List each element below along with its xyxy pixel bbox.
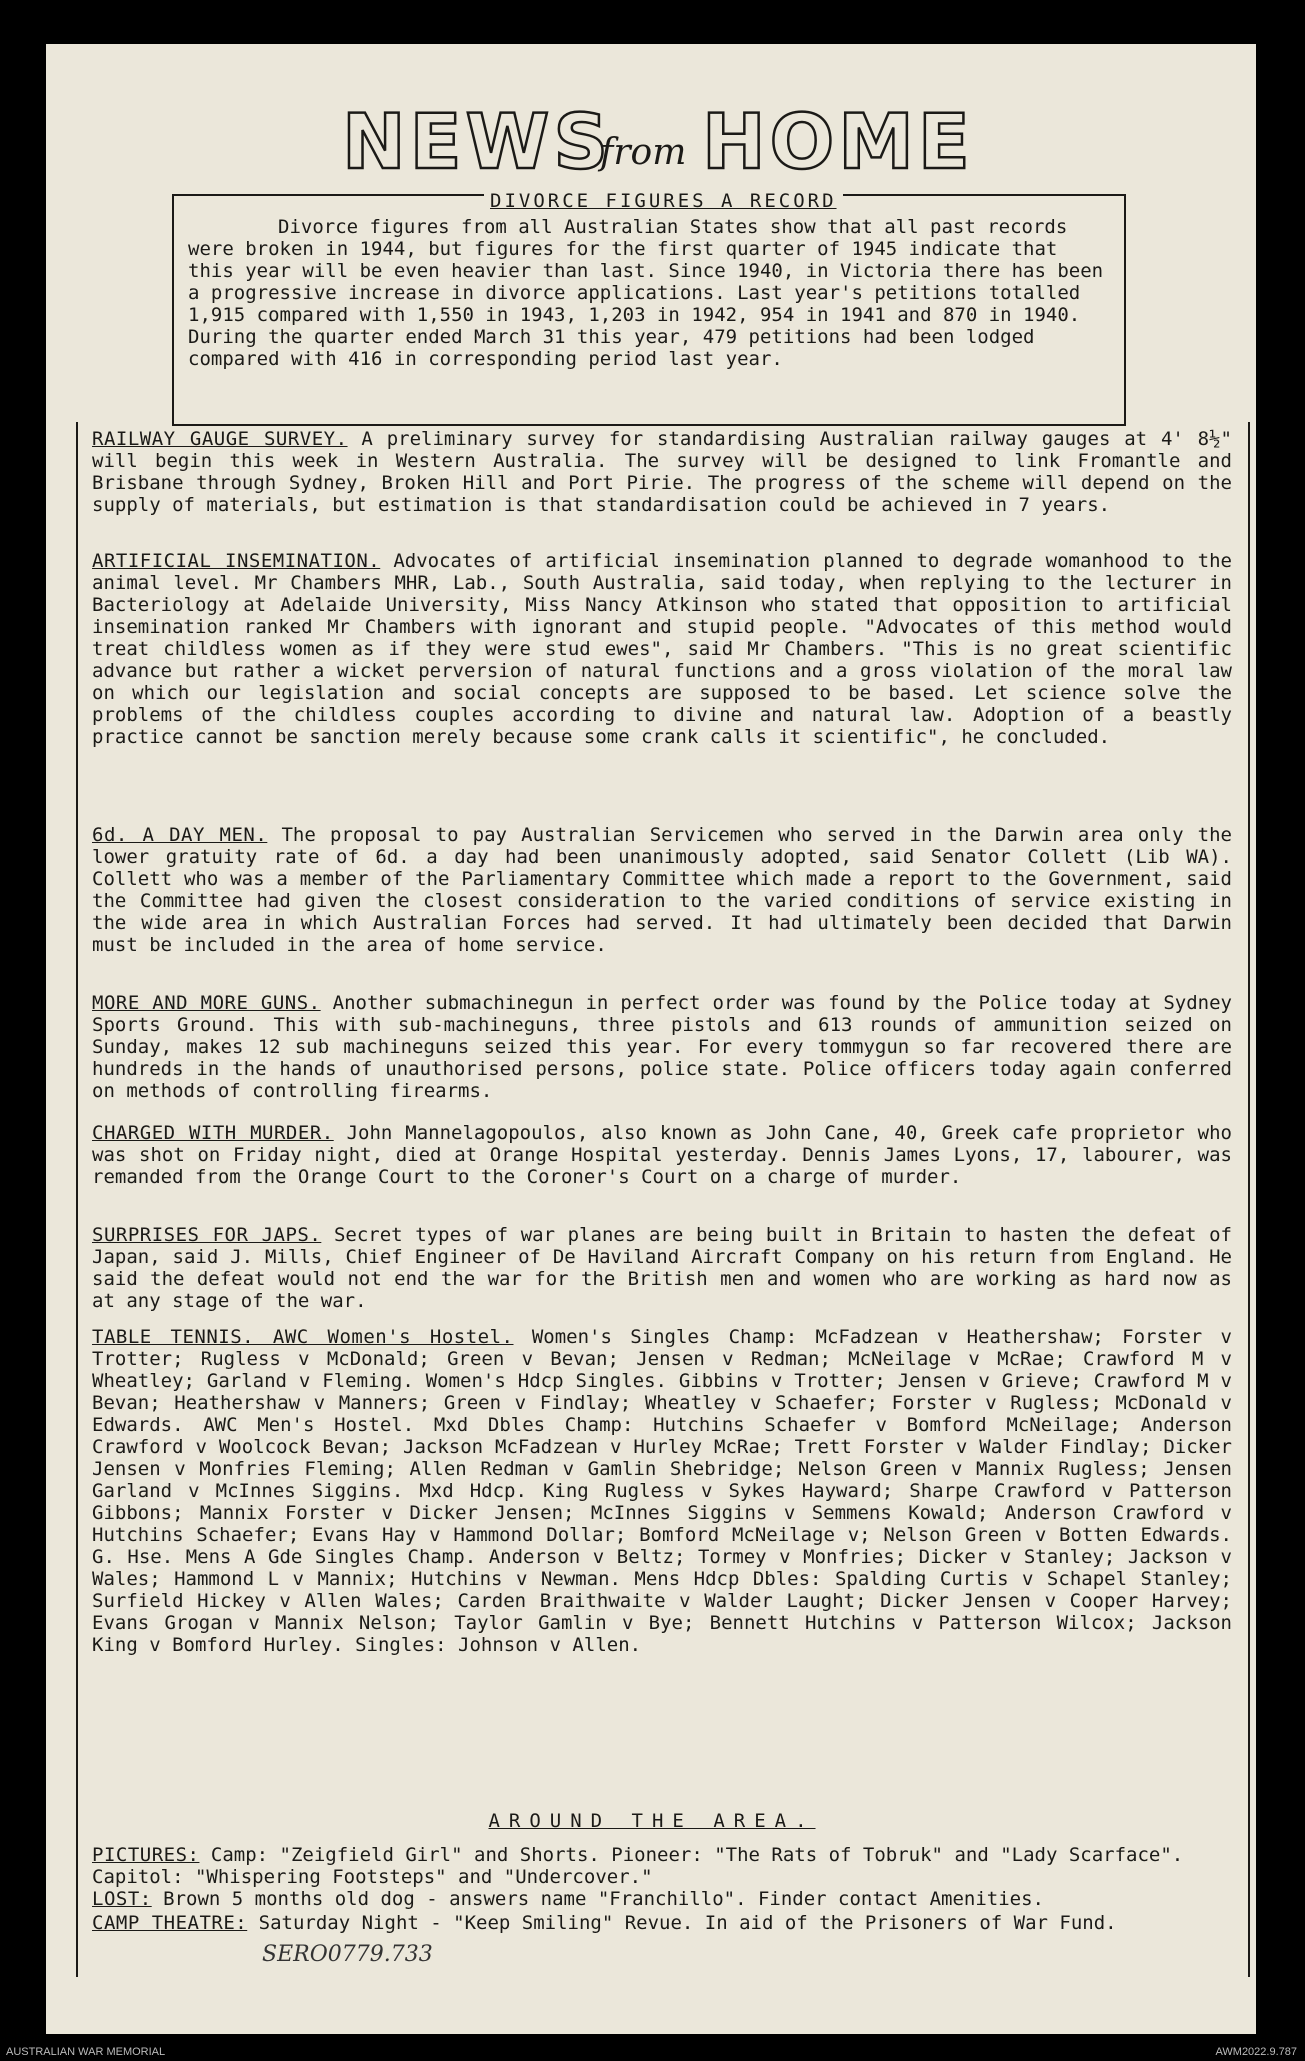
article-heading: RAILWAY GAUGE SURVEY.: [92, 428, 348, 450]
article-text: A preliminary survey for standardising Australian railway gauges at 4' 8½" will begin this week in Western Australia. The survey will be designed to link Fromantle and Brisbane through Sydney, Broken Hill and Port Pirie. The progress of the scheme will depend on the supply of materials, but estimation is that standardisation could be achieved in 7 years.: [92, 428, 1233, 516]
notice-label: CAMP THEATRE:: [92, 1912, 248, 1934]
divorce-box: [172, 190, 1126, 426]
article-murder: [92, 1122, 1232, 1188]
article-6d-day-men: [92, 824, 1232, 956]
article-heading: 6d. A DAY MEN.: [92, 824, 268, 846]
article-heading: MORE AND MORE GUNS.: [92, 992, 321, 1014]
masthead-logo: [342, 94, 1042, 184]
article-text: Women's Singles Champ: McFadzean v Heathershaw; Forster v Trotter; Rugless v McDonald; Green v Bevan; Jensen v Redman; McNeilage v McRae; Crawford M v Wheatley; Garland v Fleming. Women's Hdcp Singles. Gibbins v Trotter; Jensen v Grieve; Crawford M v Bevan; Heathershaw v Manners; Green v Findlay; Wheatley v Schaefer; Forster v Rugless; McDonald v Edwards. AWC Men's Hostel. Mxd Dbles Champ: Hutchins Schaefer v Bomford McNeilage; Anderson Crawford v Woolcock Bevan; Jackson McFadzean v Hurley McRae; Trett Forster v Walder Findlay; Dicker Jensen v Monfries Fleming; Allen Redman v Gamlin Shebridge; Nelson Green v Mannix Rugless; Jensen Garland v McInnes Siggins. Mxd Hdcp. King Rugless v Sykes Hayward; Sharpe Crawford v Patterson Gibbons; Mannix Forster v Dicker Jensen; McInnes Siggins v Semmens Kowald; Anderson Crawford v Hutchins Schaefer; Evans Hay v Hammond Dollar; Bomford McNeilage v; Nelson Green v Botten Edwards. G. Hse. Mens A Gde Singles Champ. Anderson v Beltz; Tormey v Monfries; Dicker v Stanley; Jackson v Wales; Hammond L v Mannix; Hutchins v Newman. Mens Hdcp Dbles: Spalding Curtis v Schapel Stanley; Surfield Hickey v Allen Wales; Carden Braithwaite v Walder Laught; Dicker Jensen v Cooper Harvey; Evans Grogan v Mannix Nelson; Taylor Gamlin v Bye; Bennett Hutchins v Patterson Wilcox; Jackson King v Bomford Hurley. Singles: Johnson v Allen.: [92, 1326, 1232, 1656]
article-text: John Mannelagopoulos, also known as John Cane, 40, Greek cafe proprietor who was shot on Friday night, died at Orange Hospital yesterday. Dennis James Lyons, 17, labourer, was remanded from the Orange Court to the Coroner's Court on a charge of murder.: [92, 1122, 1232, 1188]
masthead-from: from: [600, 132, 687, 173]
article-text: Advocates of artificial insemination planned to degrade womanhood to the animal level. Mr Chambers MHR, Lab., South Australia, said today, when replying to the lecturer in Bacteriology at Adelaide University, Miss Nancy Atkinson who stated that opposition to artificial insemination ranked Mr Chambers with ignorant and stupid people. "Advocates of this method would treat childless women as if they were stud ewes", said Mr Chambers. "This is no great scientific advance but rather a wicket perversion of natural functions and a gross violation of the moral law on which our legislation and social concepts are supposed to be based. Let science solve the problems of the childless couples according to divine and natural law. Adoption of a beastly practice cannot be sanction merely because some crank calls it scientific", he concluded.: [92, 550, 1232, 748]
footer-accession: AWM2022.9.787: [1215, 2046, 1297, 2058]
masthead-home: HOME: [702, 97, 974, 184]
footer-credit: AUSTRALIAN WAR MEMORIAL: [6, 2046, 166, 2058]
article-text: The proposal to pay Australian Servicemen who served in the Darwin area only the lower gratuity rate of 6d. a day had been unanimously adopted, said Senator Collett (Lib WA). Collett who was a member of the Parliamentary Committee which made a report to the Government, said the Committee had given the closest consideration to the varied conditions of service existing in the wide area in which Australian Forces had served. It had ultimately been decided that Darwin must be included in the area of home service.: [92, 824, 1232, 956]
archive-stamp: SERO0779.733: [262, 1942, 433, 1967]
masthead-news: NEWS: [342, 97, 613, 184]
notice-camp-theatre: [92, 1912, 1232, 1934]
article-japs: [92, 1224, 1232, 1312]
article-insemination: [92, 550, 1232, 748]
article-guns: [92, 992, 1232, 1102]
notice-text: Saturday Night - "Keep Smiling" Revue. In aid of the Prisoners of War Fund.: [258, 1912, 1117, 1934]
notice-text: Camp: "Zeigfield Girl" and Shorts. Pioneer: "The Rats of Tobruk" and "Lady Scarface". Capitol: "Whispering Footsteps" and "Undercover.": [92, 1844, 1184, 1888]
article-text: Another submachinegun in perfect order was found by the Police today at Sydney Sports Ground. This with sub-machineguns, three pistols and 613 rounds of ammunition seized on Sunday, makes 12 sub machineguns seized this year. For every tommygun so far recovered there are hundreds in the hands of unauthorised persons, police state. Police officers today again conferred on methods of controlling firearms.: [92, 992, 1232, 1102]
notice-label: LOST:: [92, 1888, 152, 1910]
article-heading: SURPRISES FOR JAPS.: [92, 1224, 322, 1246]
notice-lost: [92, 1888, 1232, 1910]
article-heading: ARTIFICIAL INSEMINATION.: [92, 550, 381, 572]
document-page: [46, 44, 1256, 2034]
divorce-title: DIVORCE FIGURES A RECORD: [484, 190, 843, 212]
article-heading: CHARGED WITH MURDER.: [92, 1122, 334, 1144]
divorce-text: Divorce figures from all Australian States show that all past records were broken in 1944, but figures for the first quarter of 1945 indicate that this year will be even heavier than last. Since 1940, in Victoria there has been a progressive increase in divorce applications. Last year's petitions totalled 1,915 compared with 1,550 in 1943, 1,203 in 1942, 954 in 1941 and 870 in 1940. During the quarter ended March 31 this year, 479 petitions had been lodged compared with 416 in corresponding period last year.: [188, 216, 1104, 370]
article-heading: TABLE TENNIS. AWC Women's Hostel.: [92, 1326, 514, 1348]
notice-pictures: [92, 1844, 1232, 1888]
around-the-area-heading: AROUND THE AREA.: [488, 1810, 816, 1832]
article-text: Secret types of war planes are being built in Britain to hasten the defeat of Japan, said J. Mills, Chief Engineer of De Haviland Aircraft Company on his return from England. He said the defeat would not end the war for the British men and women who are working as hard now as at any stage of the war.: [92, 1224, 1232, 1312]
article-railway: [92, 428, 1232, 516]
notice-text: Brown 5 months old dog - answers name "Franchillo". Finder contact Amenities.: [163, 1888, 1044, 1910]
article-table-tennis: [92, 1326, 1232, 1656]
left-rule: [76, 422, 78, 1977]
masthead: [342, 94, 1042, 184]
notice-label: PICTURES:: [92, 1844, 200, 1866]
right-rule: [1248, 422, 1250, 1977]
